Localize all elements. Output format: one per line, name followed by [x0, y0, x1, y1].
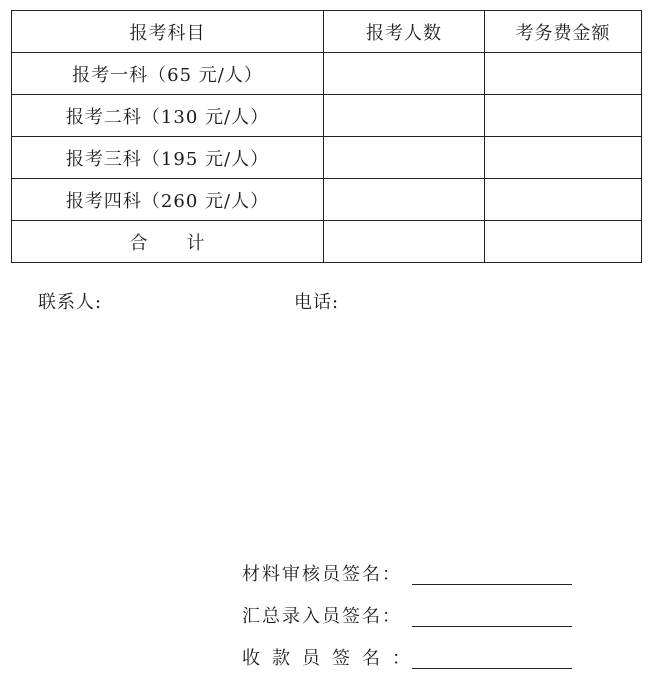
row-count-cell[interactable] [324, 179, 485, 221]
row-count-cell[interactable] [324, 137, 485, 179]
total-label: 合 计 [12, 221, 324, 263]
signature-section [242, 552, 572, 678]
signature-label: 汇总录入员签名： [242, 606, 402, 627]
signature-blank[interactable] [412, 646, 572, 669]
table-row [12, 179, 642, 221]
row-amount-cell[interactable] [485, 53, 642, 95]
row-subject: 报考二科（130 元/人） [12, 95, 324, 137]
row-count-cell[interactable] [324, 95, 485, 137]
table-header-row [12, 11, 642, 53]
table-total-row [12, 221, 642, 263]
row-amount-cell[interactable] [485, 95, 642, 137]
total-amount-cell[interactable] [485, 221, 642, 263]
signature-line-reviewer [242, 552, 572, 594]
contact-person-label: 联系人: [38, 292, 103, 313]
signature-blank[interactable] [412, 562, 572, 585]
header-subject: 报考科目 [12, 11, 324, 53]
signature-line-recorder [242, 594, 572, 636]
table-row [12, 53, 642, 95]
exam-fee-table [11, 10, 642, 263]
row-amount-cell[interactable] [485, 137, 642, 179]
signature-label: 材料审核员签名： [242, 564, 402, 585]
row-subject: 报考一科（65 元/人） [12, 53, 324, 95]
signature-label: 收款员签名： [242, 648, 422, 669]
signature-line-cashier [242, 636, 572, 678]
header-amount: 考务费金额 [485, 11, 642, 53]
table-row [12, 137, 642, 179]
header-count: 报考人数 [324, 11, 485, 53]
contact-phone-label: 电话: [294, 292, 340, 313]
signature-blank[interactable] [412, 604, 572, 627]
row-amount-cell[interactable] [485, 179, 642, 221]
total-count-cell[interactable] [324, 221, 485, 263]
table-row [12, 95, 642, 137]
row-count-cell[interactable] [324, 53, 485, 95]
row-subject: 报考四科（260 元/人） [12, 179, 324, 221]
row-subject: 报考三科（195 元/人） [12, 137, 324, 179]
